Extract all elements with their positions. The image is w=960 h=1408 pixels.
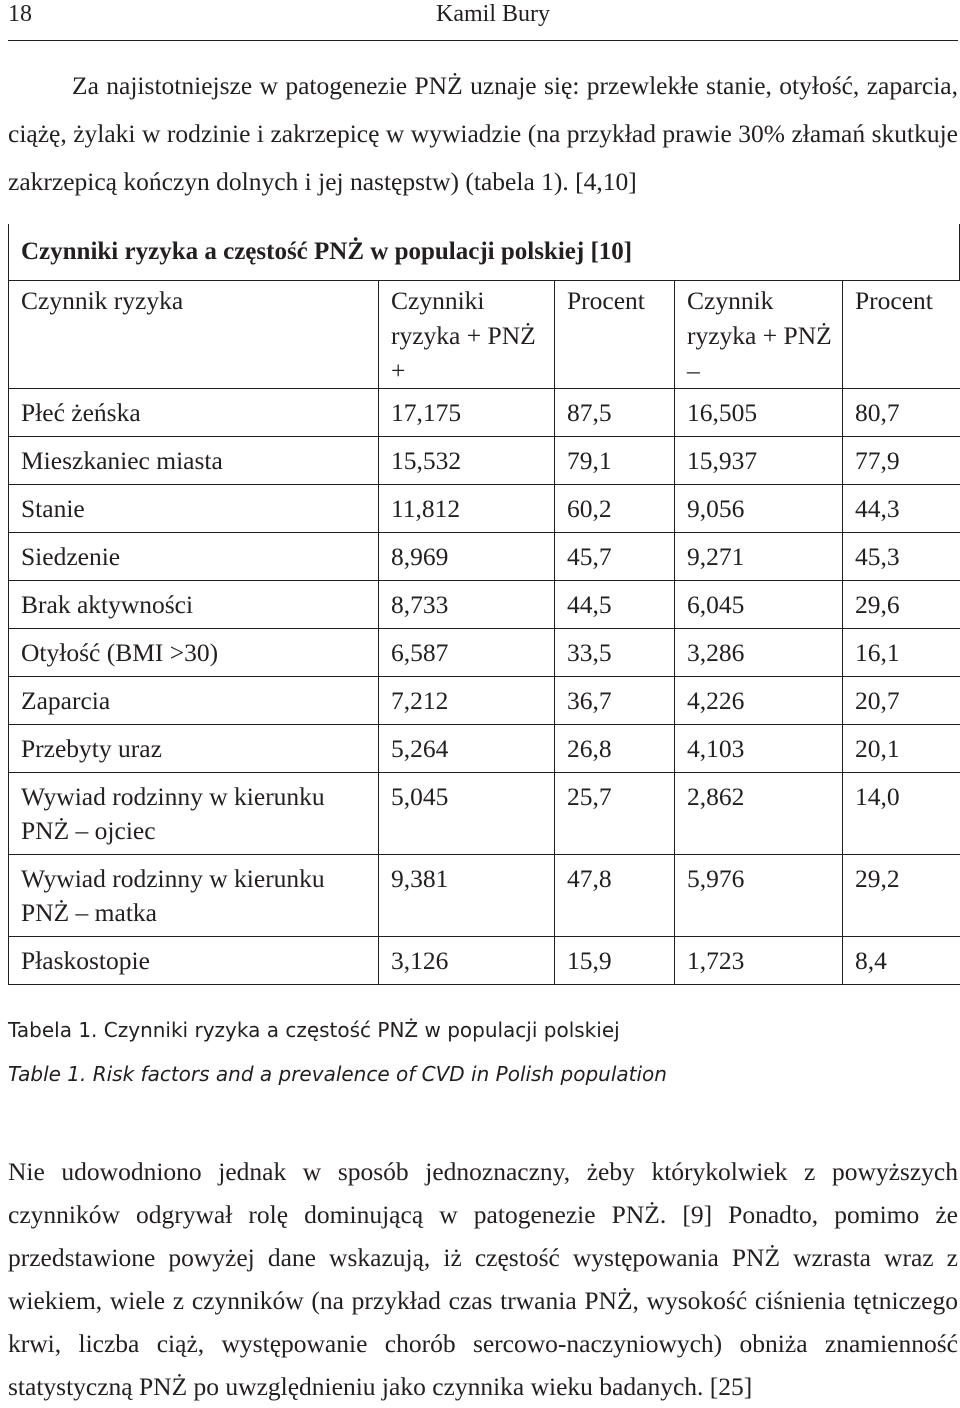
cell-percent-with-cvd: 45,7: [555, 533, 675, 581]
cell-count-with-cvd: 3,126: [379, 937, 555, 985]
cell-count-with-cvd: 7,212: [379, 677, 555, 725]
cell-percent-without-cvd: 77,9: [843, 437, 960, 485]
table-body: [9, 389, 960, 985]
cell-count-without-cvd: 5,976: [675, 855, 843, 937]
cell-percent-with-cvd: 36,7: [555, 677, 675, 725]
cell-percent-without-cvd: 20,1: [843, 725, 960, 773]
cell-percent-without-cvd: 16,1: [843, 629, 960, 677]
cell-count-with-cvd: 5,045: [379, 773, 555, 855]
table-row: [9, 773, 960, 855]
cell-percent-with-cvd: 60,2: [555, 485, 675, 533]
table-row: [9, 725, 960, 773]
cell-count-with-cvd: 6,587: [379, 629, 555, 677]
cell-risk-factor: Przebyty uraz: [9, 725, 379, 773]
cell-risk-factor: Wywiad rodzinny w kierunku PNŻ – ojciec: [9, 773, 379, 855]
cell-percent-with-cvd: 87,5: [555, 389, 675, 437]
table-row: [9, 937, 960, 985]
table-row: [9, 485, 960, 533]
running-head-author: Kamil Bury: [436, 0, 550, 28]
cell-count-with-cvd: 17,175: [379, 389, 555, 437]
cell-count-with-cvd: 5,264: [379, 725, 555, 773]
cell-count-without-cvd: 3,286: [675, 629, 843, 677]
table-title: Czynniki ryzyka a częstość PNŻ w populacji polskiej [10]: [8, 224, 960, 280]
table-caption-polish: Tabela 1. Czynniki ryzyka a częstość PNŻ w populacji polskiej: [8, 1016, 620, 1044]
cell-risk-factor: Wywiad rodzinny w kierunku PNŻ – matka: [9, 855, 379, 937]
table-row: [9, 389, 960, 437]
cell-count-without-cvd: 15,937: [675, 437, 843, 485]
cell-count-with-cvd: 8,733: [379, 581, 555, 629]
page-number: 18: [8, 0, 32, 28]
cell-risk-factor: Stanie: [9, 485, 379, 533]
closing-paragraph: Nie udowodniono jednak w sposób jednoznaczny, żeby którykolwiek z powyższych czynników odgrywał rolę dominującą w patogenezie PNŻ. [9] Ponadto, pomimo że przedstawione powyżej dane wskazują, iż częstość występowania PNŻ wzrasta wraz z wiekiem, wiele z czynników (na przykład czas trwania PNŻ, wysokość ciśnienia tętniczego krwi, liczba ciąż, występowanie chorób sercowo-naczyniowych) obniża znamienność statystyczną PNŻ po uwzględnieniu jako czynnika wieku badanych. [25]: [8, 1150, 958, 1408]
cell-risk-factor: Płaskostopie: [9, 937, 379, 985]
cell-percent-with-cvd: 47,8: [555, 855, 675, 937]
cell-count-with-cvd: 8,969: [379, 533, 555, 581]
table-row: [9, 581, 960, 629]
risk-factor-table-container: [8, 224, 960, 985]
column-header-risk-factor: Czynnik ryzyka: [9, 281, 379, 389]
risk-factor-table: [8, 280, 960, 985]
cell-risk-factor: Zaparcia: [9, 677, 379, 725]
table-row: [9, 855, 960, 937]
cell-count-without-cvd: 4,103: [675, 725, 843, 773]
cell-risk-factor: Siedzenie: [9, 533, 379, 581]
column-header-percent-without-cvd: Procent: [843, 281, 960, 389]
column-header-factor-without-cvd: Czynnik ryzyka + PNŻ –: [675, 281, 843, 389]
cell-percent-without-cvd: 14,0: [843, 773, 960, 855]
column-header-percent-with-cvd: Procent: [555, 281, 675, 389]
cell-count-without-cvd: 6,045: [675, 581, 843, 629]
table-row: [9, 533, 960, 581]
cell-percent-without-cvd: 20,7: [843, 677, 960, 725]
column-header-factor-with-cvd: Czynniki ryzyka + PNŻ +: [379, 281, 555, 389]
cell-count-without-cvd: 9,271: [675, 533, 843, 581]
cell-risk-factor: Mieszkaniec miasta: [9, 437, 379, 485]
cell-count-with-cvd: 11,812: [379, 485, 555, 533]
intro-paragraph: Za najistotniejsze w patogenezie PNŻ uznaje się: przewlekłe stanie, otyłość, zaparcia, ciążę, żylaki w rodzinie i zakrzepicę w wywiadzie (na przykład prawie 30% złamań skutkuje zakrzepicą kończyn dolnych i jej następstw) (tabela 1). [4,10]: [8, 62, 958, 206]
cell-percent-without-cvd: 80,7: [843, 389, 960, 437]
cell-risk-factor: Płeć żeńska: [9, 389, 379, 437]
cell-count-without-cvd: 2,862: [675, 773, 843, 855]
cell-count-without-cvd: 4,226: [675, 677, 843, 725]
cell-percent-with-cvd: 44,5: [555, 581, 675, 629]
table-row: [9, 629, 960, 677]
cell-percent-with-cvd: 79,1: [555, 437, 675, 485]
cell-percent-without-cvd: 44,3: [843, 485, 960, 533]
cell-percent-with-cvd: 15,9: [555, 937, 675, 985]
cell-percent-with-cvd: 26,8: [555, 725, 675, 773]
cell-percent-with-cvd: 25,7: [555, 773, 675, 855]
cell-count-without-cvd: 1,723: [675, 937, 843, 985]
cell-risk-factor: Otyłość (BMI >30): [9, 629, 379, 677]
cell-percent-without-cvd: 8,4: [843, 937, 960, 985]
table-header-row: [9, 281, 960, 389]
cell-percent-without-cvd: 29,2: [843, 855, 960, 937]
cell-count-without-cvd: 16,505: [675, 389, 843, 437]
cell-risk-factor: Brak aktywności: [9, 581, 379, 629]
table-row: [9, 437, 960, 485]
page-header: [8, 0, 958, 41]
cell-percent-without-cvd: 29,6: [843, 581, 960, 629]
cell-count-with-cvd: 9,381: [379, 855, 555, 937]
cell-percent-without-cvd: 45,3: [843, 533, 960, 581]
cell-count-with-cvd: 15,532: [379, 437, 555, 485]
cell-percent-with-cvd: 33,5: [555, 629, 675, 677]
table-row: [9, 677, 960, 725]
table-caption-english: Table 1. Risk factors and a prevalence of CVD in Polish population: [8, 1060, 667, 1088]
cell-count-without-cvd: 9,056: [675, 485, 843, 533]
